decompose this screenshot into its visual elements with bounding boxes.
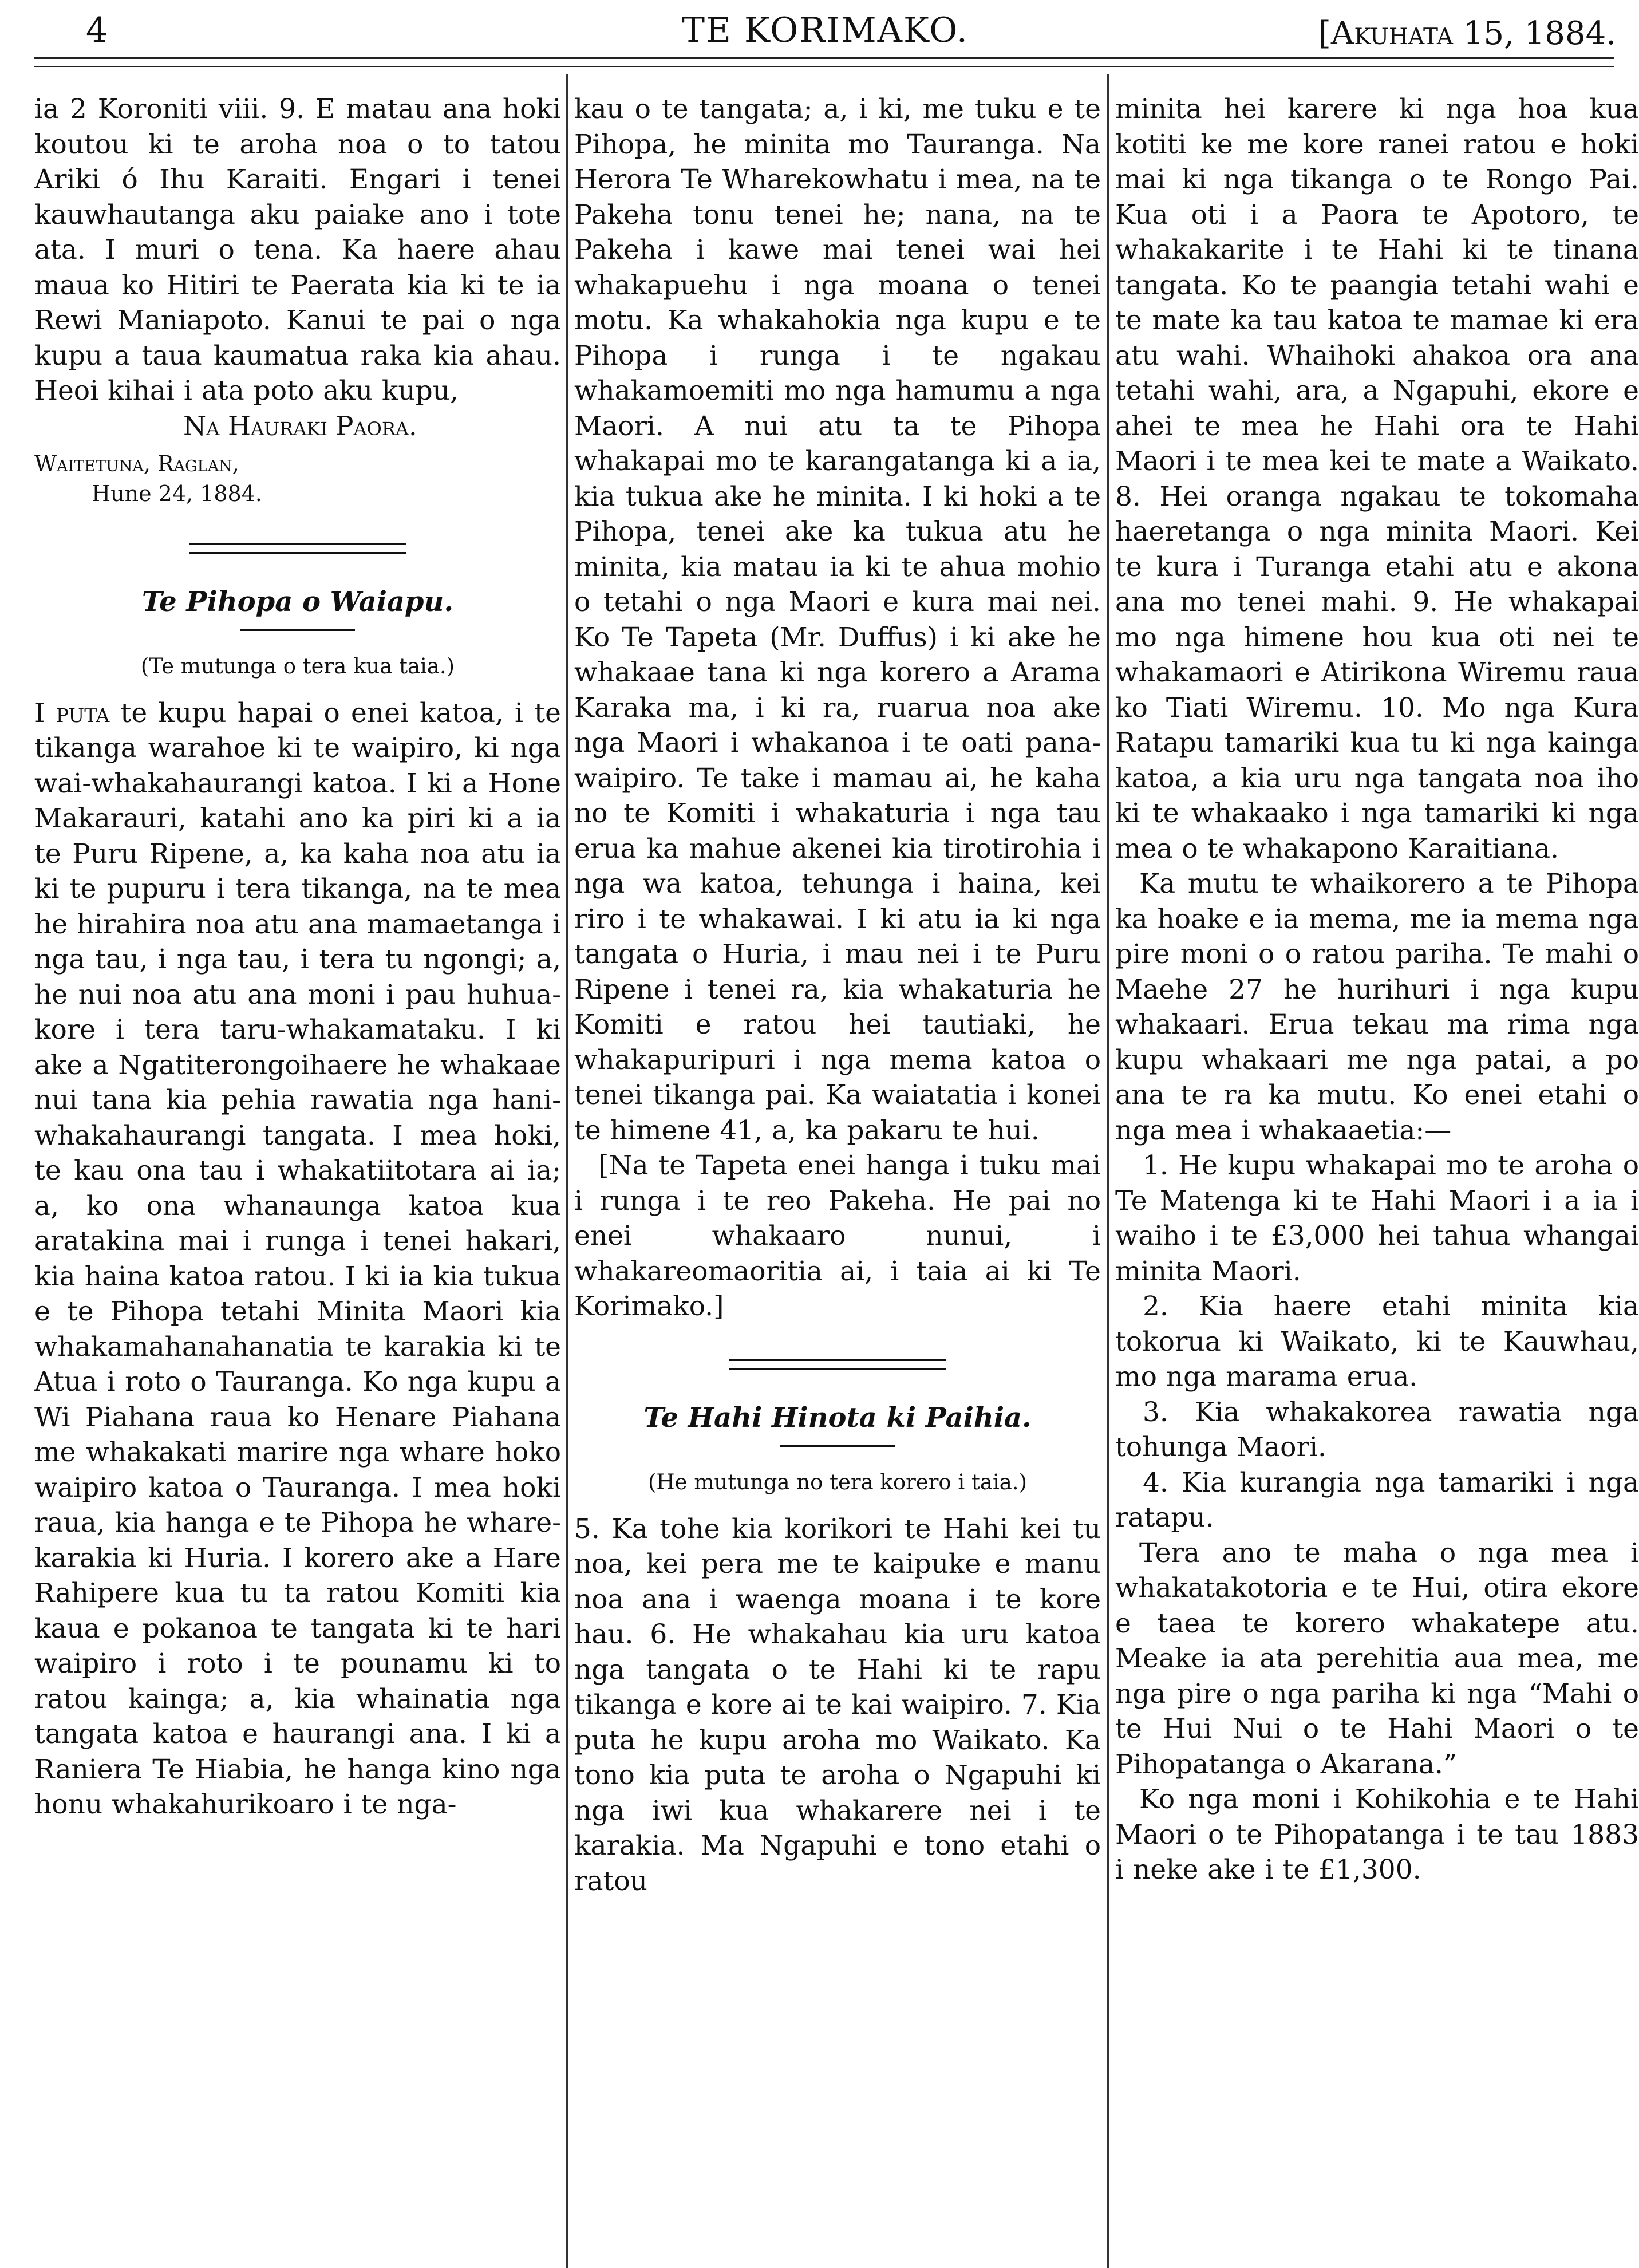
article-body-text: te kupu hapai o enei katoa, i te tikanga warahoe ki te waipiro, ki nga wai-whakahaurangi katoa. I ki a Hone Makarauri, katahi ano ka piri ki a ia te Puru Ripene, a, ka kaha noa atu ia ki te pupuru i tera tikanga, na te mea he hirahira noa atu ana mamaetanga i nga tau, i nga tau, i tera tu ngongi; a, he nui noa atu ana moni i pau huhua-kore i tera taru-whakamataku. I ki ake a Ngatiterongoihaere he whakaae nui tana kia pehia rawatia nga hani-whakahaurangi tangata. I mea hoki, te kau ona tau i whakatiitotara ai ia; a, ko ona whanaunga katoa kua aratakina mai i runga i tenei hakari, kia haina katoa ratou. I ki ia kia tukua e te Pihopa tetahi Minita Maori kia whakamahanahanatia te karakia ki te Atua i roto o Tauranga. Ko nga kupu a Wi Piahana raua ko Henare Piahana me whakakati marire nga whare hoko waipiro katoa o Tauranga. I mea hoki raua, kia hanga e te Pihopa he whare-karakia ki Huria. I korero ake a Hare Rahipere kua tu ta ratou Komiti kia kaua e pokanoa te tangata ki te hari waipiro i roto i te pounamu ki to ratou kainga; a, kia whainatia nga tangata katoa e haurangi ana. I ki a Raniera Te Hiabia, he hanga kino nga honu whakahurikoaro i te nga- (34, 697, 561, 1820)
article-title: Te Pihopa o Waiapu. (141, 585, 454, 618)
editor-note: [Na te Tapeta enei hanga i tuku mai i runga i te reo Pakeha. He pai no enei whakaaro nunui, i whakareomaoritia ai, i taia ai ki Te Korimako.] (574, 1150, 1101, 1322)
letter-place: Waitetuna, Raglan, (34, 451, 239, 476)
letter-date: Hune 24, 1884. (92, 480, 262, 506)
header-rule-thin (34, 66, 1614, 67)
list-item: 3. Kia whakakorea rawatia nga tohunga Maori. (1115, 1396, 1639, 1463)
paragraph: Ka mutu te whaikorero a te Pihopa ka hoake e ia mema, me ia mema nga pire moni o o ratou pariha. Te mahi o Maehe 27 he hurihuri i nga kupu whakaari. Erua tekau ma rima nga kupu whakaari me nga patai, a po ana te ra ka mutu. Ko enei etahi o nga mea i whakaaetia:— (1115, 868, 1639, 1146)
newspaper-title: TE KORIMAKO. (682, 10, 969, 50)
list-item: 1. He kupu whakapai mo te aroha o Te Matenga ki te Hahi Maori i a ia i waiho i te £3,000 hei tahua whangai minita Maori. (1115, 1150, 1639, 1287)
resolution-list (1115, 1148, 1639, 1536)
paragraph: Tera ano te maha o nga mea i whakatakotoria e te Hui, otira ekore e taea te korero whakatepe atu. Meake ia ata perehitia aua mea, me nga pire o nga pariha ki nga “Mahi o te Hui Nui o te Hahi Maori o te Pihopatanga o Akarana.” (1115, 1537, 1639, 1780)
letter-text: ia 2 Koroniti viii. 9. E matau ana hoki koutou ki te aroha noa o to tatou Ariki ó Ihu Karaiti. Engari i tenei kauwhautanga aku paiake ano i tote ata. I muri o tena. Ka haere ahau maua ko Hitiri te Paerata kia ki te ia Rewi Maniapoto. Kanui te pai o nga kupu a taua kaumatua raka kia ahau. Heoi kihai i ata poto aku kupu, (34, 93, 561, 407)
section-double-rule (729, 1359, 946, 1370)
column-divider (1107, 74, 1109, 2268)
article-note: (He mutunga no tera korero i taia.) (647, 1469, 1028, 1494)
article-body: 5. Ka tohe kia korikori te Hahi kei tu noa, kei pera me te kaipuke e manu noa ana i waenga moana i te kore hau. 6. He whakahau kia uru katoa nga tangata o te Hahi ki te rapu tikanga e kore ai te kai waipiro. 7. Kia puta he kupu aroha mo Waikato. Ka tono kia puta te aroha o Ngapuhi ki nga iwi kua whakarere nei i te karakia. Ma Ngapuhi e tono etahi o ratou (574, 1513, 1101, 1897)
column-2 (574, 92, 1101, 2257)
title-rule (240, 629, 355, 631)
column-1 (34, 92, 561, 2257)
title-rule (780, 1445, 895, 1447)
issue-date: [Akuhata 15, 1884. (1318, 15, 1616, 52)
list-item: 2. Kia haere etahi minita kia tokorua ki Waikato, ki te Kauwhau, mo nga marama erua. (1115, 1291, 1639, 1393)
section-double-rule (189, 543, 406, 554)
page-header (34, 10, 1616, 62)
list-item: 4. Kia kurangia nga tamariki i nga ratapu. (1115, 1466, 1639, 1533)
column-divider (566, 74, 568, 2268)
article-lead: I puta (34, 697, 110, 729)
header-rule (34, 57, 1614, 59)
article-note: (Te mutunga o tera kua taia.) (140, 653, 455, 679)
letter-signature: Na Hauraki Paora. (183, 410, 417, 441)
column-3 (1115, 92, 1639, 2257)
article-continuation: minita hei karere ki nga hoa kua kotiti ke me kore ranei ratou e hoki mai ki nga tikanga o te Rongo Pai. Kua oti i a Paora te Apotoro, te whakakarite i te Hahi ki te tinana tangata. Ko te paangia tetahi wahi e te mate ka tau katoa te mamae ki era atu wahi. Whaihoki ahakoa ora ana tetahi wahi, ara, a Ngapuhi, ekore e ahei te mea he Hahi ora te Hahi Maori i te mea kei te mate a Waikato. 8. Hei oranga ngakau te tokomaha haeretanga o nga minita Maori. Kei te kura i Turanga etahi atu e akona ana mo tenei mahi. 9. He whakapai mo nga himene hou kua oti nei te whakamaori e Atirikona Wiremu raua ko Tiati Wiremu. 10. Mo nga Kura Ratapu tamariki kua tu ki nga kainga katoa, a kia uru nga tangata noa iho ki te whakaako i nga tamariki ki nga mea o te whakapono Karaitiana. (1115, 93, 1639, 865)
article-continuation: kau o te tangata; a, i ki, me tuku e te Pihopa, he minita mo Tauranga. Na Herora Te Wharekowhatu i mea, na te Pakeha tonu tenei he; nana, na te Pakeha i kawe mai tenei wai hei whakapuehu i nga moana o tenei motu. Ka whakahokia nga kupu e te Pihopa i runga i te ngakau whakamoemiti mo nga hamumu a nga Maori. A nui atu ta te Pihopa whakapai mo te karangatanga ki a ia, kia tukua ake he minita. I ki hoki a te Pihopa, tenei ake ka tukua atu he minita, kia matau ia ki te ahua mohio o tetahi o nga Maori e kura mai nei. Ko Te Tapeta (Mr. Duffus) i ki ake he whakaae tana ki nga korero a Arama Karaka ma, i ki ra, ruarua noa ake nga Maori i whakanoa i te oati pana-waipiro. Te take i mamau ai, he kaha no te Komiti i whakaturia i nga tau erua ka mahue akenei kia tirotirohia i nga wa katoa, tehunga i haina, kei riro i te whakawai. I ki atu ia ki nga tangata o Huria, i mau nei i te Puru Ripene i tenei ra, kia whakaturia he Komiti e ratou hei tautiaki, he whakapuripuri i nga mema katoa o tenei tikanga pai. Ka waiatatia i konei te himene 41, a, ka pakaru te hui. (574, 93, 1101, 1146)
page-number: 4 (86, 10, 108, 50)
article-body (34, 696, 561, 1823)
paragraph: Ko nga moni i Kohikohia e te Hahi Maori o te Pihopatanga i te tau 1883 i neke ake i te £1,300. (1115, 1784, 1639, 1886)
article-title: Te Hahi Hinota ki Paihia. (643, 1401, 1032, 1434)
